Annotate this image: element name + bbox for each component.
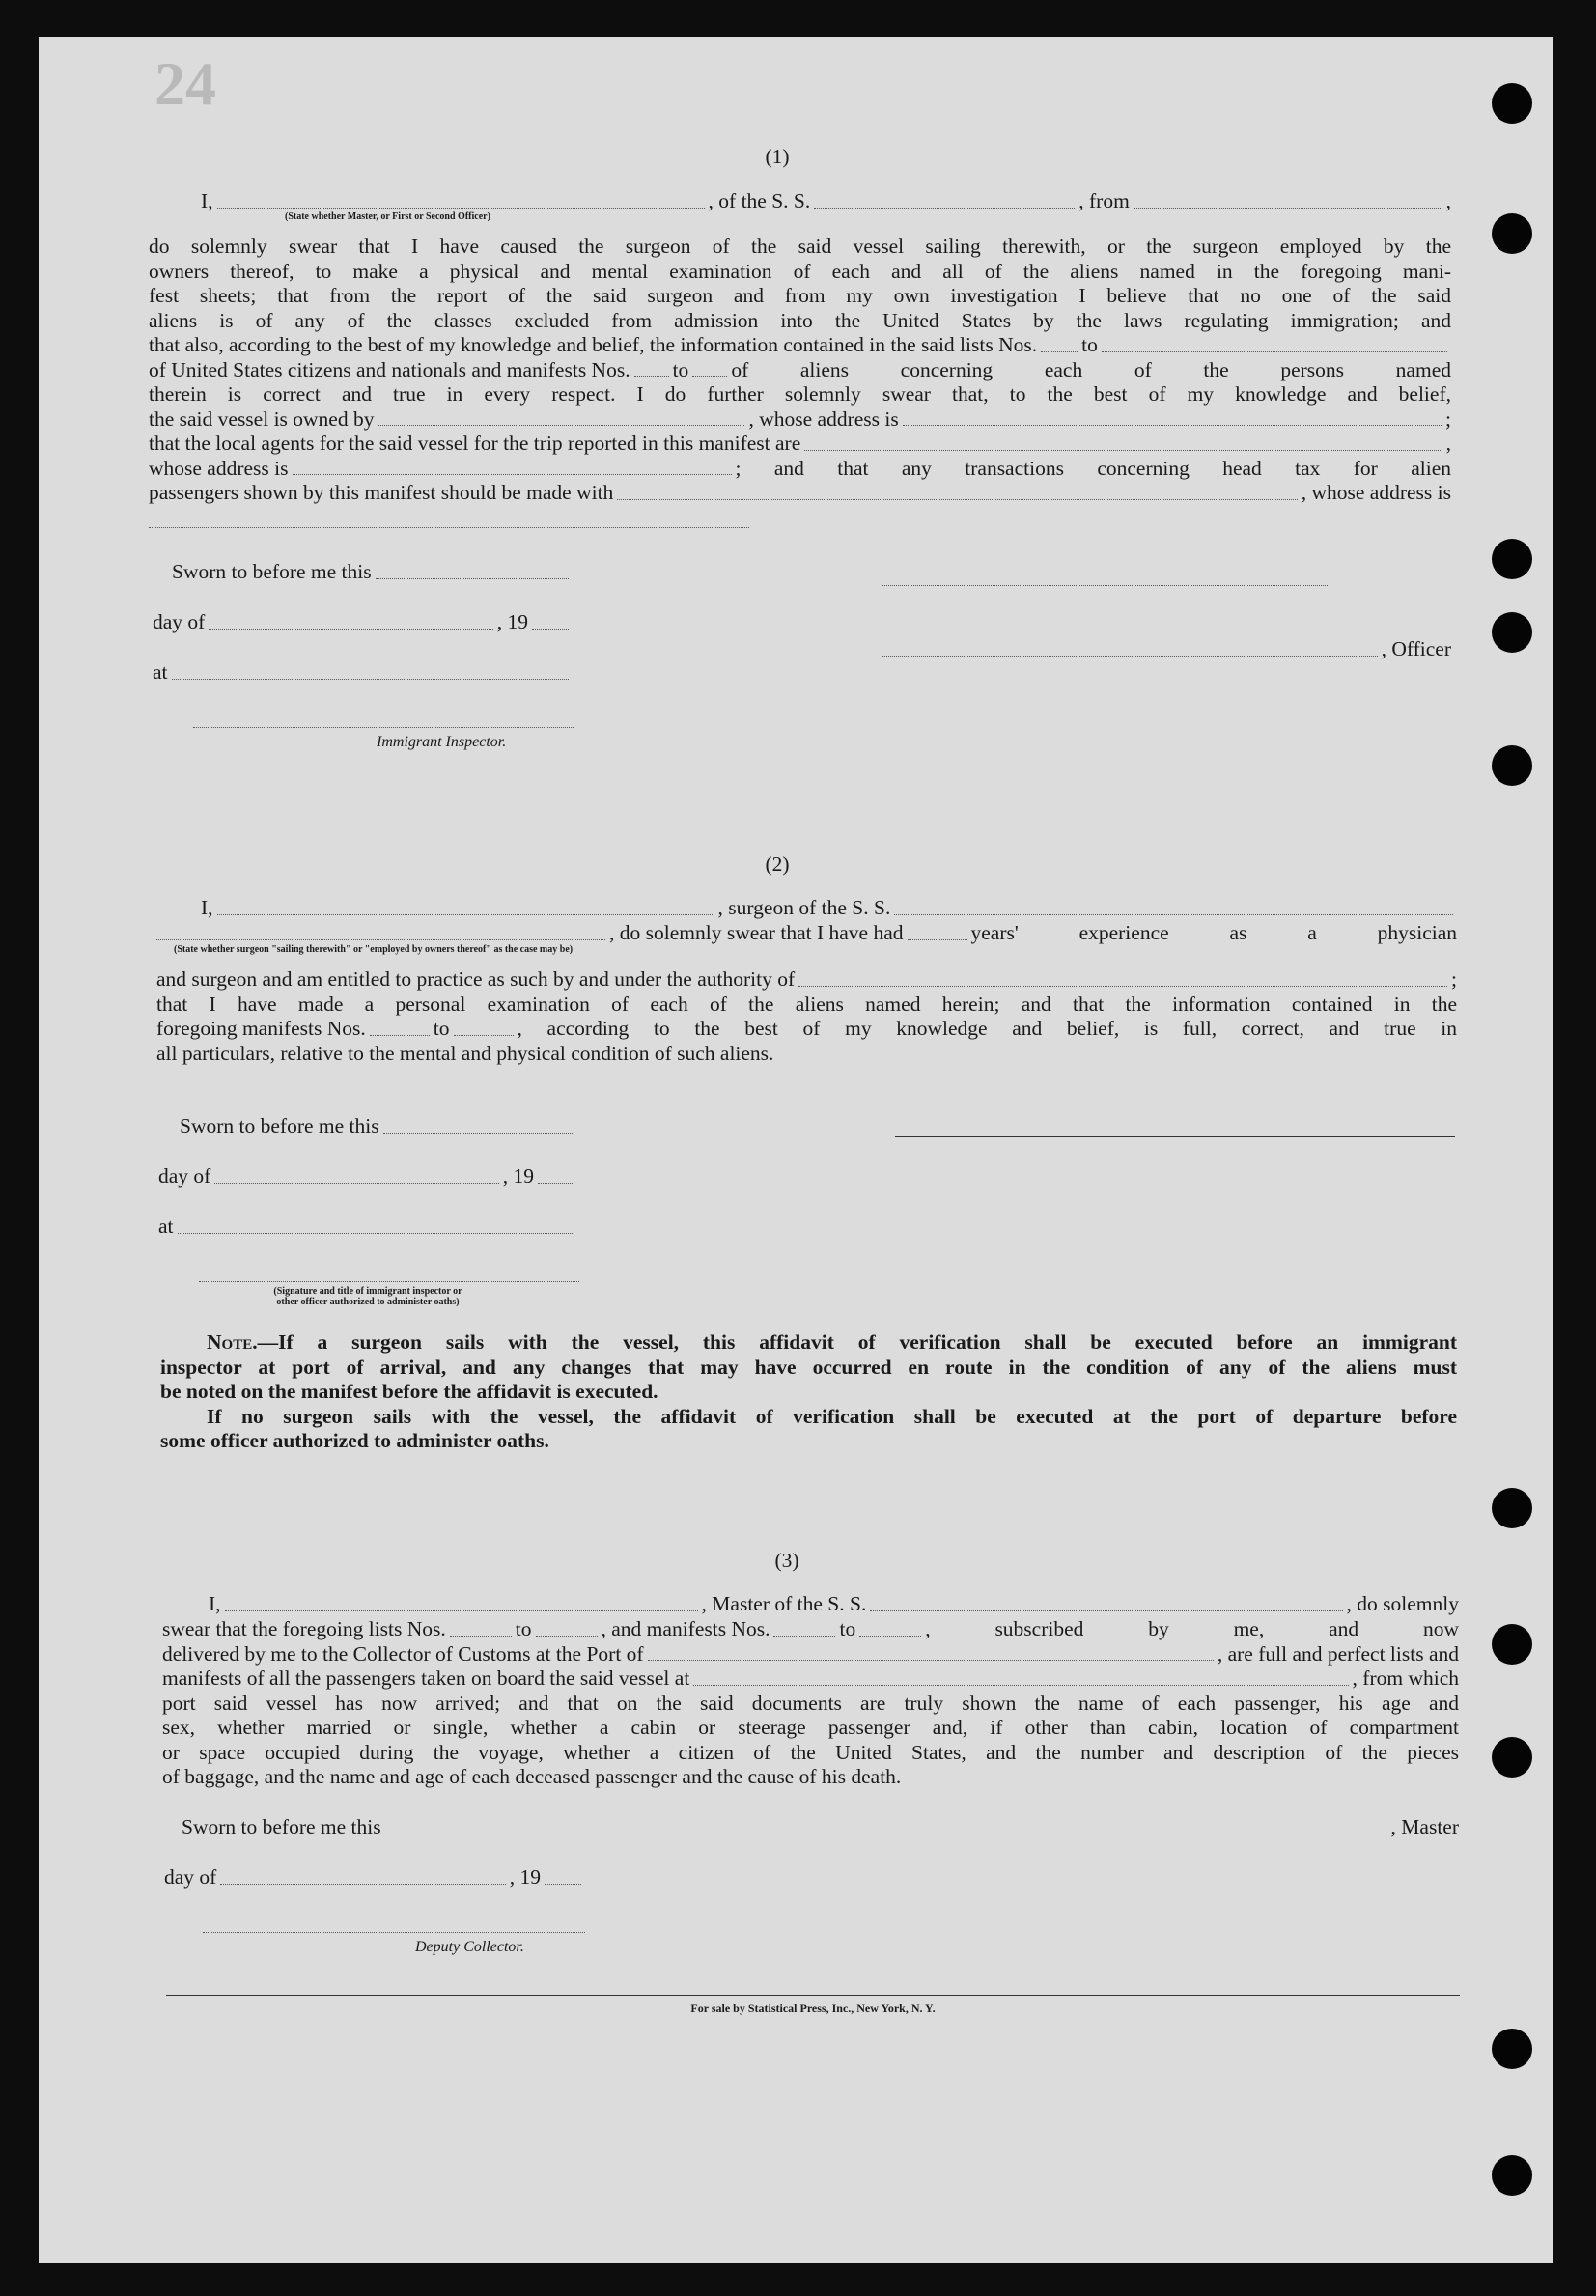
punch-hole-icon (1492, 2155, 1532, 2196)
s1-from: , from (1078, 189, 1130, 212)
s1-agents-address-line (149, 457, 1451, 482)
s2-sig-note-line: other officer authorized to administer oaths) (276, 1297, 460, 1307)
s1-owner-address-label: , whose address is (748, 406, 899, 431)
s1-manifests-label: of United States citizens and nationals and manifests Nos. (149, 357, 630, 381)
section-1-number: (1) (765, 145, 790, 168)
s1-from-field[interactable] (1134, 207, 1442, 209)
s1-passengers-line (149, 481, 1451, 506)
s1-day-field[interactable] (209, 628, 492, 630)
s1-sworn-label: Sworn to before me this (172, 560, 372, 583)
s2-officer-signature-field[interactable] (895, 1135, 1455, 1137)
s2-i: I, (201, 896, 213, 919)
s1-text-line: owners thereof, to make a physical and mental examination of each and all of the aliens named in the foregoing mani- (149, 259, 1451, 283)
s3-solemnly: , do solemnly (1346, 1592, 1459, 1615)
s2-at-field[interactable] (178, 1232, 574, 1234)
s2-ship-field[interactable] (894, 913, 1453, 915)
s2-sworn-line (180, 1114, 578, 1139)
s1-day-line (153, 610, 573, 635)
s1-manifests-to: to (672, 357, 689, 381)
s1-lists-from-field[interactable] (1041, 350, 1078, 352)
s2-authority-line (156, 967, 1457, 993)
s2-role-note: (State whether surgeon "sailing therewith" or "employed by owners thereof" as the case may be) (174, 944, 574, 955)
s2-day-label: day of (158, 1164, 211, 1188)
punch-hole-icon (1492, 539, 1532, 579)
s1-sworn-field[interactable] (376, 577, 569, 579)
s1-line-1 (201, 189, 1451, 214)
s2-manifests-from-field[interactable] (370, 1034, 430, 1036)
s1-whose-address: , whose address is (1301, 481, 1451, 504)
s3-day-field[interactable] (220, 1883, 505, 1885)
s2-sig-note-line: (Signature and title of immigrant inspector or (273, 1286, 462, 1297)
s1-owner-address-field[interactable] (903, 424, 1442, 426)
s1-of-ss: , of the S. S. (708, 189, 811, 212)
s3-sworn-label: Sworn to before me this (182, 1815, 381, 1838)
s2-authority-field[interactable] (798, 985, 1447, 987)
punch-hole-icon (1492, 2029, 1532, 2069)
s1-lists-label: that also, according to the best of my knowledge and belief, the information contained in the said lists Nos. (149, 333, 1038, 356)
s3-full-lists-text: , are full and perfect lists and (1217, 1641, 1459, 1666)
s1-lists-line (149, 333, 1451, 358)
punch-hole-icon (1492, 1624, 1532, 1665)
s1-officer-line (882, 637, 1451, 662)
s3-vessel-at-label: manifests of all the passengers taken on board the said vessel at (162, 1666, 690, 1690)
punch-hole-icon (1492, 213, 1532, 254)
footer-imprint: For sale by Statistical Press, Inc., New York, N. Y. (690, 2002, 936, 2015)
s1-head-tax-field[interactable] (617, 498, 1297, 500)
s2-sailing-field[interactable] (156, 938, 605, 940)
punch-hole-icon (1492, 1488, 1532, 1528)
s2-manifests-to-field[interactable] (454, 1034, 514, 1036)
s3-day-label: day of (164, 1865, 217, 1889)
s2-swear-label: , do solemnly swear that I have had (609, 921, 904, 944)
s3-line-1 (209, 1592, 1459, 1617)
s2-note-line (160, 1330, 1457, 1356)
s1-inspector-label: Immigrant Inspector. (377, 734, 507, 750)
s3-manifests-label: , and manifests Nos. (601, 1617, 770, 1640)
s3-manifests-to-field[interactable] (859, 1635, 921, 1637)
s1-manifests-from-field[interactable] (634, 375, 669, 377)
s2-note-line: some officer authorized to administer oaths. (160, 1429, 549, 1452)
s1-year-field[interactable] (532, 628, 569, 630)
s2-sworn-field[interactable] (383, 1132, 574, 1134)
s1-agents-line (149, 432, 1451, 457)
s3-departure-port-field[interactable] (693, 1684, 1348, 1686)
s1-agents-field[interactable] (804, 449, 1442, 451)
s3-vessel-at-line (162, 1666, 1459, 1692)
s2-years-label: years' experience as a physician (970, 921, 1457, 944)
s3-lists-from-field[interactable] (450, 1635, 512, 1637)
s1-head-tax-text: ; and that any transactions concerning head tax for alien (735, 456, 1451, 480)
s3-year-label: , 19 (509, 1865, 541, 1889)
s1-i: I, (201, 189, 213, 212)
s3-lists-label: swear that the foregoing lists Nos. (162, 1617, 446, 1640)
s2-semicolon: ; (1451, 967, 1457, 991)
s3-port-line (162, 1642, 1459, 1667)
s2-year-label: , 19 (502, 1164, 534, 1188)
s1-day-label: day of (153, 610, 206, 633)
s1-owned-line (149, 407, 1451, 433)
s2-sworn-label: Sworn to before me this (180, 1114, 379, 1137)
s2-note-line: inspector at port of arrival, and any changes that may have occurred en route in the condition of any of the aliens must (160, 1355, 1457, 1379)
s1-comma: , (1445, 189, 1451, 212)
s1-officer-field[interactable] (217, 207, 705, 209)
s1-at-label: at (153, 660, 168, 684)
s1-owned-label: the said vessel is owned by (149, 406, 375, 431)
s1-text-line: therein is correct and true in every respect. I do further solemnly swear that, to the best of my knowledge and belief, (149, 382, 1451, 406)
s3-text-line: sex, whether married or single, whether a cabin or steerage passenger and, if other than cabin, location of compartment (162, 1716, 1459, 1739)
s2-surgeon-label: , surgeon of the S. S. (717, 896, 891, 919)
s1-passengers-label: passengers shown by this manifest should be made with (149, 481, 614, 504)
s3-lists-to: to (515, 1617, 532, 1640)
s2-note-block (160, 1330, 1457, 1454)
s3-ship-field[interactable] (870, 1610, 1342, 1611)
s2-sig-note (199, 1286, 537, 1307)
s3-master-sign-line (896, 1815, 1459, 1840)
s3-body (162, 1617, 1459, 1790)
s3-day-line (164, 1865, 585, 1890)
s2-line-1 (201, 896, 1457, 921)
s1-aliens-text: of aliens concerning each of the persons named (731, 357, 1451, 381)
s1-lists-to: to (1081, 333, 1098, 356)
punch-hole-icon (1492, 612, 1532, 653)
note-label: Note. (207, 1330, 258, 1354)
s3-master-sign-label: , Master (1390, 1815, 1459, 1838)
section-2-number: (2) (765, 853, 790, 876)
s2-authority-label: and surgeon and am entitled to practice as such by and under the authority of (156, 967, 796, 991)
page-number: 24 (154, 49, 216, 118)
s2-day-field[interactable] (214, 1182, 498, 1184)
s2-years-field[interactable] (908, 938, 967, 940)
s1-officer-label: , Officer (1381, 637, 1451, 660)
s1-body (149, 235, 1451, 528)
s2-line-2 (156, 921, 1457, 946)
punch-hole-icon (1492, 83, 1532, 124)
s3-port-label: delivered by me to the Collector of Customs at the Port of (162, 1641, 644, 1666)
s1-officer-signature-field[interactable] (882, 584, 1328, 586)
s1-inspector-signature-field[interactable] (193, 726, 574, 728)
s2-at-line (158, 1215, 578, 1240)
s2-manifests-label: foregoing manifests Nos. (156, 1017, 366, 1040)
section-3-number: (3) (774, 1549, 799, 1572)
s3-text-line: or space occupied during the voyage, whether a citizen of the United States, and the number and description of the pieces (162, 1740, 1459, 1764)
s2-note-line: be noted on the manifest before the affidavit is executed. (160, 1380, 658, 1403)
s1-text-line: fest sheets; that from the report of the said surgeon and from my own investigation I believe that no one of the said (149, 284, 1451, 307)
s3-year-field[interactable] (545, 1883, 581, 1885)
s3-master-field[interactable] (225, 1610, 698, 1611)
s2-body (156, 967, 1457, 1066)
s1-comma: , (1445, 432, 1451, 455)
s2-text-line: that I have made a personal examination of each of the aliens named herein; and that the information contained in the (156, 992, 1457, 1016)
s1-officer-signature-field-2[interactable] (882, 655, 1378, 657)
s3-text-line: of baggage, and the name and age of each deceased passenger and the cause of his death. (162, 1765, 902, 1788)
s1-role-note: (State whether Master, or First or Second Officer) (285, 211, 490, 222)
s3-collector-label: Deputy Collector. (415, 1939, 524, 1955)
s3-from-which: , from which (1352, 1666, 1459, 1690)
s3-lists-line (162, 1617, 1459, 1642)
s2-manifests-line (156, 1017, 1457, 1042)
s1-agents-address-field[interactable] (293, 473, 732, 475)
s1-text-line: do solemnly swear that I have caused the surgeon of the said vessel sailing therewith, or the surgeon employed by the (149, 235, 1451, 258)
s3-collector-signature-field[interactable] (203, 1931, 585, 1933)
form-page (39, 37, 1553, 2263)
s1-ship-field[interactable] (814, 207, 1075, 209)
s2-at-label: at (158, 1215, 174, 1238)
s3-text-line: port said vessel has now arrived; and that on the said documents are truly shown the name of each passenger, his age and (162, 1691, 1459, 1715)
s3-lists-to-field[interactable] (536, 1635, 598, 1637)
s1-agents-label: that the local agents for the said vessel for the trip reported in this manifest are (149, 432, 801, 455)
s3-manifests-to: to (839, 1617, 856, 1640)
note-text: —If a surgeon sails with the vessel, this affidavit of verification shall be executed before an immigrant (257, 1330, 1457, 1354)
s1-lists-to-field[interactable] (1102, 350, 1447, 352)
punch-hole-icon (1492, 1737, 1532, 1778)
s1-year-label: , 19 (496, 610, 528, 633)
s1-owner-field[interactable] (378, 424, 744, 426)
s2-day-line (158, 1164, 578, 1190)
s1-at-line (153, 660, 573, 686)
s2-according-text: , according to the best of my knowledge and belief, is full, correct, and true in (517, 1017, 1457, 1040)
s3-master-label: , Master of the S. S. (701, 1592, 867, 1615)
s2-note-line: If no surgeon sails with the vessel, the affidavit of verification shall be executed at the port of departure before (207, 1404, 1457, 1428)
s1-agents-address-label: whose address is (149, 456, 289, 480)
s2-text-line: all particulars, relative to the mental and physical condition of such aliens. (156, 1041, 774, 1065)
s2-year-field[interactable] (538, 1182, 574, 1184)
s2-surgeon-field[interactable] (217, 913, 714, 915)
s1-sworn-line (172, 560, 573, 585)
punch-hole-icon (1492, 745, 1532, 786)
s1-at-field[interactable] (172, 678, 569, 680)
s3-port-field[interactable] (648, 1659, 1214, 1661)
s3-subscribed-text: , subscribed by me, and now (925, 1617, 1459, 1640)
s1-text-line: aliens is of any of the classes excluded from admission into the United States by the laws regulating immigration; and (149, 308, 1451, 332)
s1-manifests-line (149, 358, 1451, 383)
s2-signature-field[interactable] (199, 1280, 579, 1282)
footer-rule (166, 1994, 1460, 1996)
s1-semicolon: ; (1445, 406, 1451, 431)
s3-i: I, (209, 1592, 221, 1615)
s1-manifests-to-field[interactable] (692, 375, 727, 377)
s3-master-signature-field[interactable] (896, 1833, 1387, 1834)
s3-manifests-from-field[interactable] (773, 1635, 835, 1637)
s1-address-field[interactable] (149, 526, 749, 528)
s3-sworn-field[interactable] (385, 1833, 581, 1834)
s2-manifests-to: to (433, 1017, 450, 1040)
s3-sworn-line (182, 1815, 585, 1840)
